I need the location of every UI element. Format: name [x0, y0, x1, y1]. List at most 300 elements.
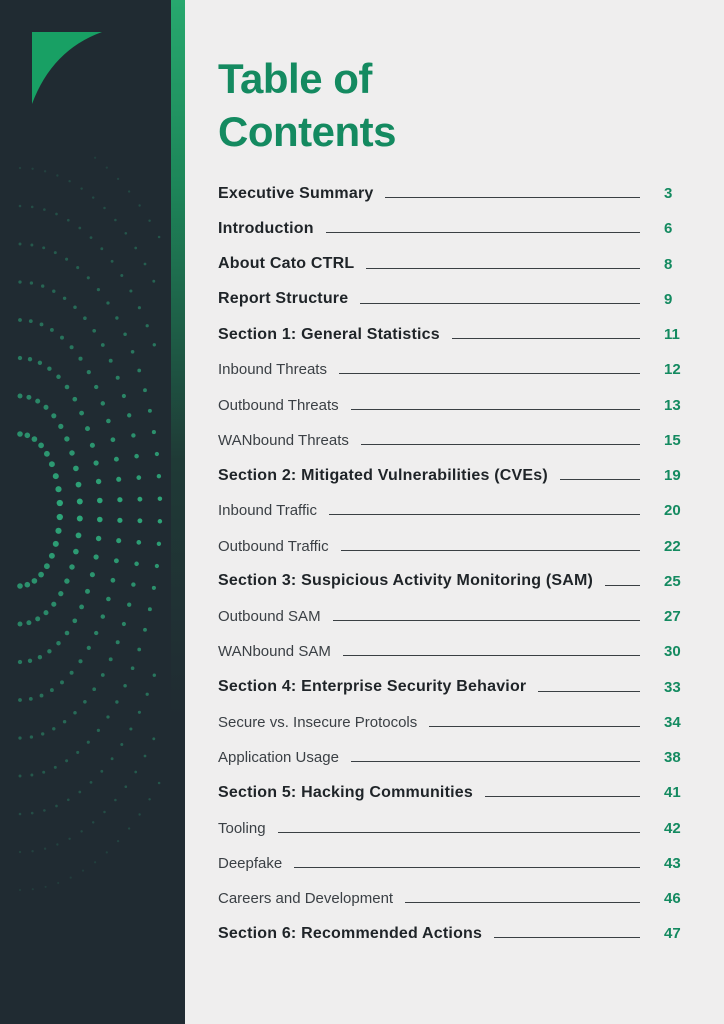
decor-dot: [87, 646, 91, 650]
decor-dot: [155, 564, 159, 568]
decor-dot: [32, 888, 34, 890]
toc-entry-page-number: 34: [664, 713, 681, 731]
decor-dot: [28, 357, 32, 361]
toc-entry[interactable]: [218, 388, 688, 423]
decor-dot: [64, 436, 69, 441]
toc-entry-page-number: 42: [664, 819, 681, 837]
decor-dot: [90, 236, 93, 239]
toc-entry-label: Section 1: General Statistics: [218, 325, 440, 343]
decor-dot: [76, 266, 79, 269]
toc-entry-label: Inbound Threats: [218, 361, 327, 379]
decor-dot: [45, 886, 47, 888]
decor-dot: [70, 877, 72, 879]
decor-dot: [114, 457, 119, 462]
decor-dot: [152, 586, 156, 590]
decor-dot: [123, 684, 127, 688]
toc-entry-label: WANbound SAM: [218, 643, 331, 661]
decor-dot: [67, 798, 70, 801]
toc-entry-page-number: 6: [664, 220, 673, 238]
decor-dot: [137, 497, 142, 502]
decor-dot: [79, 604, 84, 609]
toc-entry[interactable]: [218, 846, 688, 881]
toc-entry-page-number: 3: [664, 185, 673, 203]
decor-dot: [54, 766, 57, 769]
toc-entry[interactable]: [218, 634, 688, 669]
decor-dot: [52, 727, 55, 730]
toc-entry[interactable]: [218, 529, 688, 564]
decor-dot: [144, 755, 147, 758]
toc-entry-label: Executive Summary: [218, 184, 374, 202]
decor-dot: [68, 838, 70, 840]
decor-dot: [93, 554, 98, 559]
decor-dot: [131, 433, 135, 437]
toc-leader-line: [343, 655, 640, 656]
decor-dot: [90, 781, 93, 784]
toc-entry-page-number: 41: [664, 784, 681, 802]
decor-dot: [92, 821, 94, 823]
toc-entry-label: Secure vs. Insecure Protocols: [218, 713, 418, 731]
decor-dot: [40, 322, 44, 326]
toc-entry-page-number: 19: [664, 467, 681, 485]
decor-dot: [38, 655, 42, 659]
decor-dot: [24, 432, 30, 438]
decor-dot: [58, 424, 63, 429]
decor-dot: [35, 616, 40, 621]
decor-dot: [90, 572, 95, 577]
decor-dot: [18, 736, 21, 739]
decor-dot: [35, 399, 40, 404]
decor-dot: [54, 251, 57, 254]
toc-leader-line: [351, 761, 640, 762]
decor-dot: [44, 563, 50, 569]
decor-dot: [30, 244, 33, 247]
toc-entry[interactable]: [218, 458, 688, 493]
decor-dot: [152, 737, 155, 740]
decor-dot: [80, 830, 82, 832]
decor-dot: [120, 743, 123, 746]
decor-dot: [80, 187, 82, 189]
decor-dot: [124, 785, 127, 788]
decor-dot: [134, 454, 139, 459]
decor-dot: [101, 401, 105, 405]
decor-dot: [97, 288, 100, 291]
decor-dot: [122, 394, 126, 398]
toc-entry[interactable]: [218, 916, 688, 951]
decor-dot: [30, 281, 33, 284]
decor-dot: [96, 536, 101, 541]
decor-dot: [109, 657, 113, 661]
decor-dot: [83, 700, 87, 704]
decor-dot: [85, 426, 90, 431]
decor-dot: [138, 813, 140, 815]
sidebar-panel: [0, 0, 185, 1024]
toc-entry-page-number: 20: [664, 502, 681, 520]
toc-entry-page-number: 43: [664, 854, 681, 872]
decor-dot: [117, 497, 122, 502]
decor-dot: [143, 388, 147, 392]
decor-dot: [55, 486, 61, 492]
toc-leader-line: [339, 373, 640, 374]
decor-dot: [157, 474, 161, 478]
decor-dot: [94, 631, 98, 635]
decor-dot: [109, 359, 113, 363]
decor-dot: [101, 343, 105, 347]
decor-dot: [58, 591, 63, 596]
decor-dot: [116, 477, 121, 482]
decor-dot: [115, 700, 118, 703]
decor-dot: [30, 735, 33, 738]
decor-dot: [134, 562, 139, 567]
decor-dot: [131, 350, 135, 354]
toc-leader-line: [326, 232, 640, 233]
decor-dot: [158, 496, 163, 501]
decor-dot: [100, 247, 103, 250]
decor-dot: [92, 687, 96, 691]
decor-dot: [17, 583, 23, 589]
decor-dot: [106, 851, 108, 853]
decor-dot: [148, 607, 152, 611]
decor-dot: [103, 207, 106, 210]
table-of-contents: [218, 176, 688, 952]
decor-dot: [29, 319, 33, 323]
toc-leader-line: [385, 197, 640, 198]
decor-dot: [51, 413, 56, 418]
decor-dot: [51, 602, 56, 607]
toc-entry-page-number: 27: [664, 608, 681, 626]
toc-entry-page-number: 11: [664, 326, 680, 344]
decor-dot: [64, 578, 69, 583]
decor-dot: [76, 533, 82, 539]
decor-dot: [47, 366, 51, 370]
decor-dot: [117, 178, 119, 180]
toc-entry-page-number: 12: [664, 361, 681, 379]
decor-dot: [148, 798, 150, 800]
toc-leader-line: [366, 268, 640, 269]
decor-dot: [49, 461, 55, 467]
decor-dot: [44, 170, 46, 172]
decor-dot: [43, 610, 48, 615]
decor-dot: [146, 693, 149, 696]
toc-leader-line: [333, 620, 640, 621]
toc-leader-line: [341, 550, 640, 551]
decor-dot: [138, 711, 141, 714]
toc-entry-page-number: 9: [664, 290, 673, 308]
decor-dot: [157, 542, 161, 546]
decor-dot: [18, 622, 23, 627]
toc-entry-label: Section 4: Enterprise Security Behavior: [218, 678, 527, 696]
decor-dot: [106, 597, 111, 602]
decor-dot: [97, 498, 103, 504]
decor-dot: [55, 528, 61, 534]
decor-dot: [129, 727, 132, 730]
title-line-2: Contents: [218, 108, 396, 155]
decor-dot: [72, 618, 77, 623]
decor-dot: [117, 518, 122, 523]
decor-dot: [52, 290, 55, 293]
toc-entry-label: Section 6: Recommended Actions: [218, 924, 483, 942]
toc-entry-page-number: 30: [664, 643, 681, 661]
decor-dot: [93, 460, 98, 465]
toc-entry-page-number: 25: [664, 572, 681, 590]
decor-dot: [56, 843, 58, 845]
decor-dot: [101, 673, 105, 677]
decor-dot: [24, 582, 30, 588]
decor-dot: [73, 711, 77, 715]
decor-dot: [144, 263, 147, 266]
decor-dot: [134, 771, 137, 774]
decor-dot: [83, 316, 87, 320]
decor-dot: [90, 443, 95, 448]
toc-entry-page-number: 46: [664, 890, 681, 908]
decor-dot: [76, 751, 79, 754]
decor-dot: [106, 715, 109, 718]
decor-dot: [116, 640, 120, 644]
decor-dot: [122, 622, 126, 626]
toc-entry-label: About Cato CTRL: [218, 255, 355, 273]
decor-dot: [53, 473, 59, 479]
decor-dot: [18, 280, 21, 283]
decor-dot: [69, 450, 74, 455]
decor-dot: [42, 771, 45, 774]
decor-dot: [60, 680, 64, 684]
decor-dot: [55, 213, 58, 216]
decor-dot: [43, 405, 48, 410]
decor-dot: [128, 190, 130, 192]
decor-dot: [31, 168, 33, 170]
decor-dot: [32, 578, 38, 584]
decor-dot: [50, 688, 54, 692]
toc-entry[interactable]: [218, 775, 688, 810]
decor-dot: [101, 614, 105, 618]
decor-dot: [31, 206, 34, 209]
decor-dot: [158, 782, 161, 785]
toc-leader-line: [429, 726, 640, 727]
decor-dot: [153, 674, 156, 677]
decor-dot: [56, 641, 61, 646]
decor-dot: [19, 167, 21, 169]
decor-dot: [97, 517, 103, 523]
decor-dot: [65, 258, 68, 261]
decor-dot: [92, 196, 94, 198]
decor-dot: [87, 276, 90, 279]
decor-dot: [63, 720, 66, 723]
decor-dot: [78, 357, 82, 361]
toc-entry[interactable]: [218, 176, 688, 211]
decor-dot: [111, 757, 114, 760]
toc-entry-label: Introduction: [218, 219, 314, 237]
toc-leader-line: [560, 479, 640, 480]
decor-dot: [124, 232, 127, 235]
toc-entry-label: Deepfake: [218, 854, 283, 872]
decor-dot: [137, 648, 141, 652]
decor-dot: [138, 306, 141, 309]
page-title: [218, 52, 396, 158]
toc-entry-label: Careers and Development: [218, 890, 394, 908]
decor-dot: [148, 409, 152, 413]
toc-entry-label: Section 5: Hacking Communities: [218, 783, 473, 801]
decor-dot: [127, 413, 131, 417]
decor-dot: [137, 518, 142, 523]
decor-dot: [40, 694, 44, 698]
decor-dot: [94, 861, 96, 863]
decor-dot: [65, 385, 70, 390]
decor-dot: [82, 870, 84, 872]
toc-entry[interactable]: [218, 493, 688, 528]
decor-dot: [123, 333, 127, 337]
decor-dot: [153, 343, 156, 346]
decor-dot: [120, 274, 123, 277]
toc-entry-page-number: 38: [664, 749, 681, 767]
decor-dot: [78, 791, 81, 794]
toc-entry-label: Section 3: Suspicious Activity Monitoring (SAM): [218, 572, 594, 590]
decor-dot: [111, 260, 114, 263]
toc-entry-label: Outbound Threats: [218, 396, 339, 414]
toc-entry[interactable]: [218, 811, 688, 846]
decor-dot: [152, 430, 156, 434]
decor-dot: [68, 180, 70, 182]
decor-dot: [73, 306, 77, 310]
toc-entry[interactable]: [218, 423, 688, 458]
decor-dot: [57, 500, 63, 506]
toc-entry-label: Report Structure: [218, 290, 349, 308]
decor-dot: [57, 882, 59, 884]
decor-dot: [103, 811, 106, 814]
decor-dot: [17, 431, 23, 437]
toc-entry-label: Outbound SAM: [218, 608, 321, 626]
toc-entry[interactable]: [218, 282, 688, 317]
decor-dot: [96, 479, 101, 484]
decor-dot: [69, 564, 74, 569]
decor-dot: [43, 809, 46, 812]
decor-dot: [60, 336, 64, 340]
decor-dot: [30, 774, 33, 777]
decor-dot: [41, 284, 44, 287]
decor-dot: [18, 660, 22, 664]
decor-dot: [106, 419, 111, 424]
decor-dot: [19, 205, 22, 208]
decor-dot: [19, 775, 22, 778]
toc-entry-page-number: 8: [664, 255, 673, 273]
decor-dot: [70, 671, 74, 675]
toc-entry[interactable]: [218, 211, 688, 246]
decor-dot: [131, 666, 135, 670]
decor-dot: [73, 466, 79, 472]
decor-dot: [158, 519, 163, 524]
decor-dot: [138, 204, 140, 206]
decor-dot: [116, 376, 120, 380]
decor-dot: [38, 361, 42, 365]
toc-entry[interactable]: [218, 564, 688, 599]
toc-entry-page-number: 15: [664, 431, 681, 449]
toc-leader-line: [538, 691, 640, 692]
decor-dot: [55, 805, 58, 808]
decor-dot: [106, 301, 109, 304]
decor-dot: [56, 174, 58, 176]
decor-dot: [63, 297, 66, 300]
toc-leader-line: [405, 902, 640, 903]
decor-dot: [77, 499, 83, 505]
decor-dot: [92, 329, 96, 333]
decor-dot: [41, 732, 44, 735]
toc-entry-page-number: 47: [664, 925, 681, 943]
decor-dot: [19, 889, 21, 891]
decor-dot: [50, 328, 54, 332]
toc-leader-line: [485, 796, 640, 797]
decor-dot: [129, 289, 132, 292]
decor-dot: [115, 316, 118, 319]
toc-leader-line: [452, 338, 640, 339]
decor-dot: [131, 582, 135, 586]
decor-dot: [32, 436, 38, 442]
decor-dot: [18, 318, 22, 322]
decor-dot: [136, 540, 141, 545]
toc-entry-label: Application Usage: [218, 749, 339, 767]
toc-entry[interactable]: [218, 705, 688, 740]
toc-entry[interactable]: [218, 670, 688, 705]
decor-dot: [57, 514, 63, 520]
accent-bar: [171, 0, 185, 1024]
decor-dot: [18, 356, 22, 360]
decor-dot: [26, 395, 31, 400]
decor-dot: [44, 451, 50, 457]
decor-dot: [97, 729, 100, 732]
decor-dot: [87, 741, 90, 744]
toc-leader-line: [360, 303, 640, 304]
decor-dot: [111, 437, 116, 442]
decor-dot: [43, 208, 46, 211]
toc-entry[interactable]: [218, 247, 688, 282]
decor-dot: [85, 589, 90, 594]
toc-entry-label: Section 2: Mitigated Vulnerabilities (CVEs): [218, 466, 548, 484]
decor-dot: [114, 799, 117, 802]
decor-dot: [26, 620, 31, 625]
decor-dot: [111, 578, 116, 583]
decor-dot: [31, 850, 33, 852]
decor-dot: [38, 443, 44, 449]
decor-dot: [73, 549, 79, 555]
decor-dot: [19, 813, 22, 816]
toc-entry-label: Outbound Traffic: [218, 537, 329, 555]
decor-dot: [72, 397, 77, 402]
decor-dot: [53, 541, 59, 547]
decor-dot: [155, 452, 159, 456]
decor-dot: [29, 697, 33, 701]
decor-dot: [49, 553, 55, 559]
decor-dot: [94, 385, 98, 389]
decor-dot: [116, 538, 121, 543]
toc-entry[interactable]: [218, 352, 688, 387]
toc-entry-label: WANbound Threats: [218, 431, 349, 449]
toc-entry[interactable]: [218, 881, 688, 916]
toc-entry[interactable]: [218, 740, 688, 775]
toc-entry[interactable]: [218, 599, 688, 634]
decor-dot: [78, 227, 81, 230]
decor-dot: [100, 770, 103, 773]
decor-dot: [158, 236, 161, 239]
dot-pattern-decoration: [0, 150, 170, 910]
decor-dot: [38, 572, 44, 578]
toc-leader-line: [278, 832, 640, 833]
toc-leader-line: [494, 937, 640, 938]
toc-entry-label: Tooling: [218, 819, 266, 837]
toc-entry[interactable]: [218, 317, 688, 352]
decor-dot: [143, 628, 147, 632]
decor-dot: [146, 324, 149, 327]
decor-dot: [47, 649, 51, 653]
title-line-1: Table of: [218, 55, 372, 102]
toc-leader-line: [294, 867, 640, 868]
decor-dot: [137, 369, 141, 373]
